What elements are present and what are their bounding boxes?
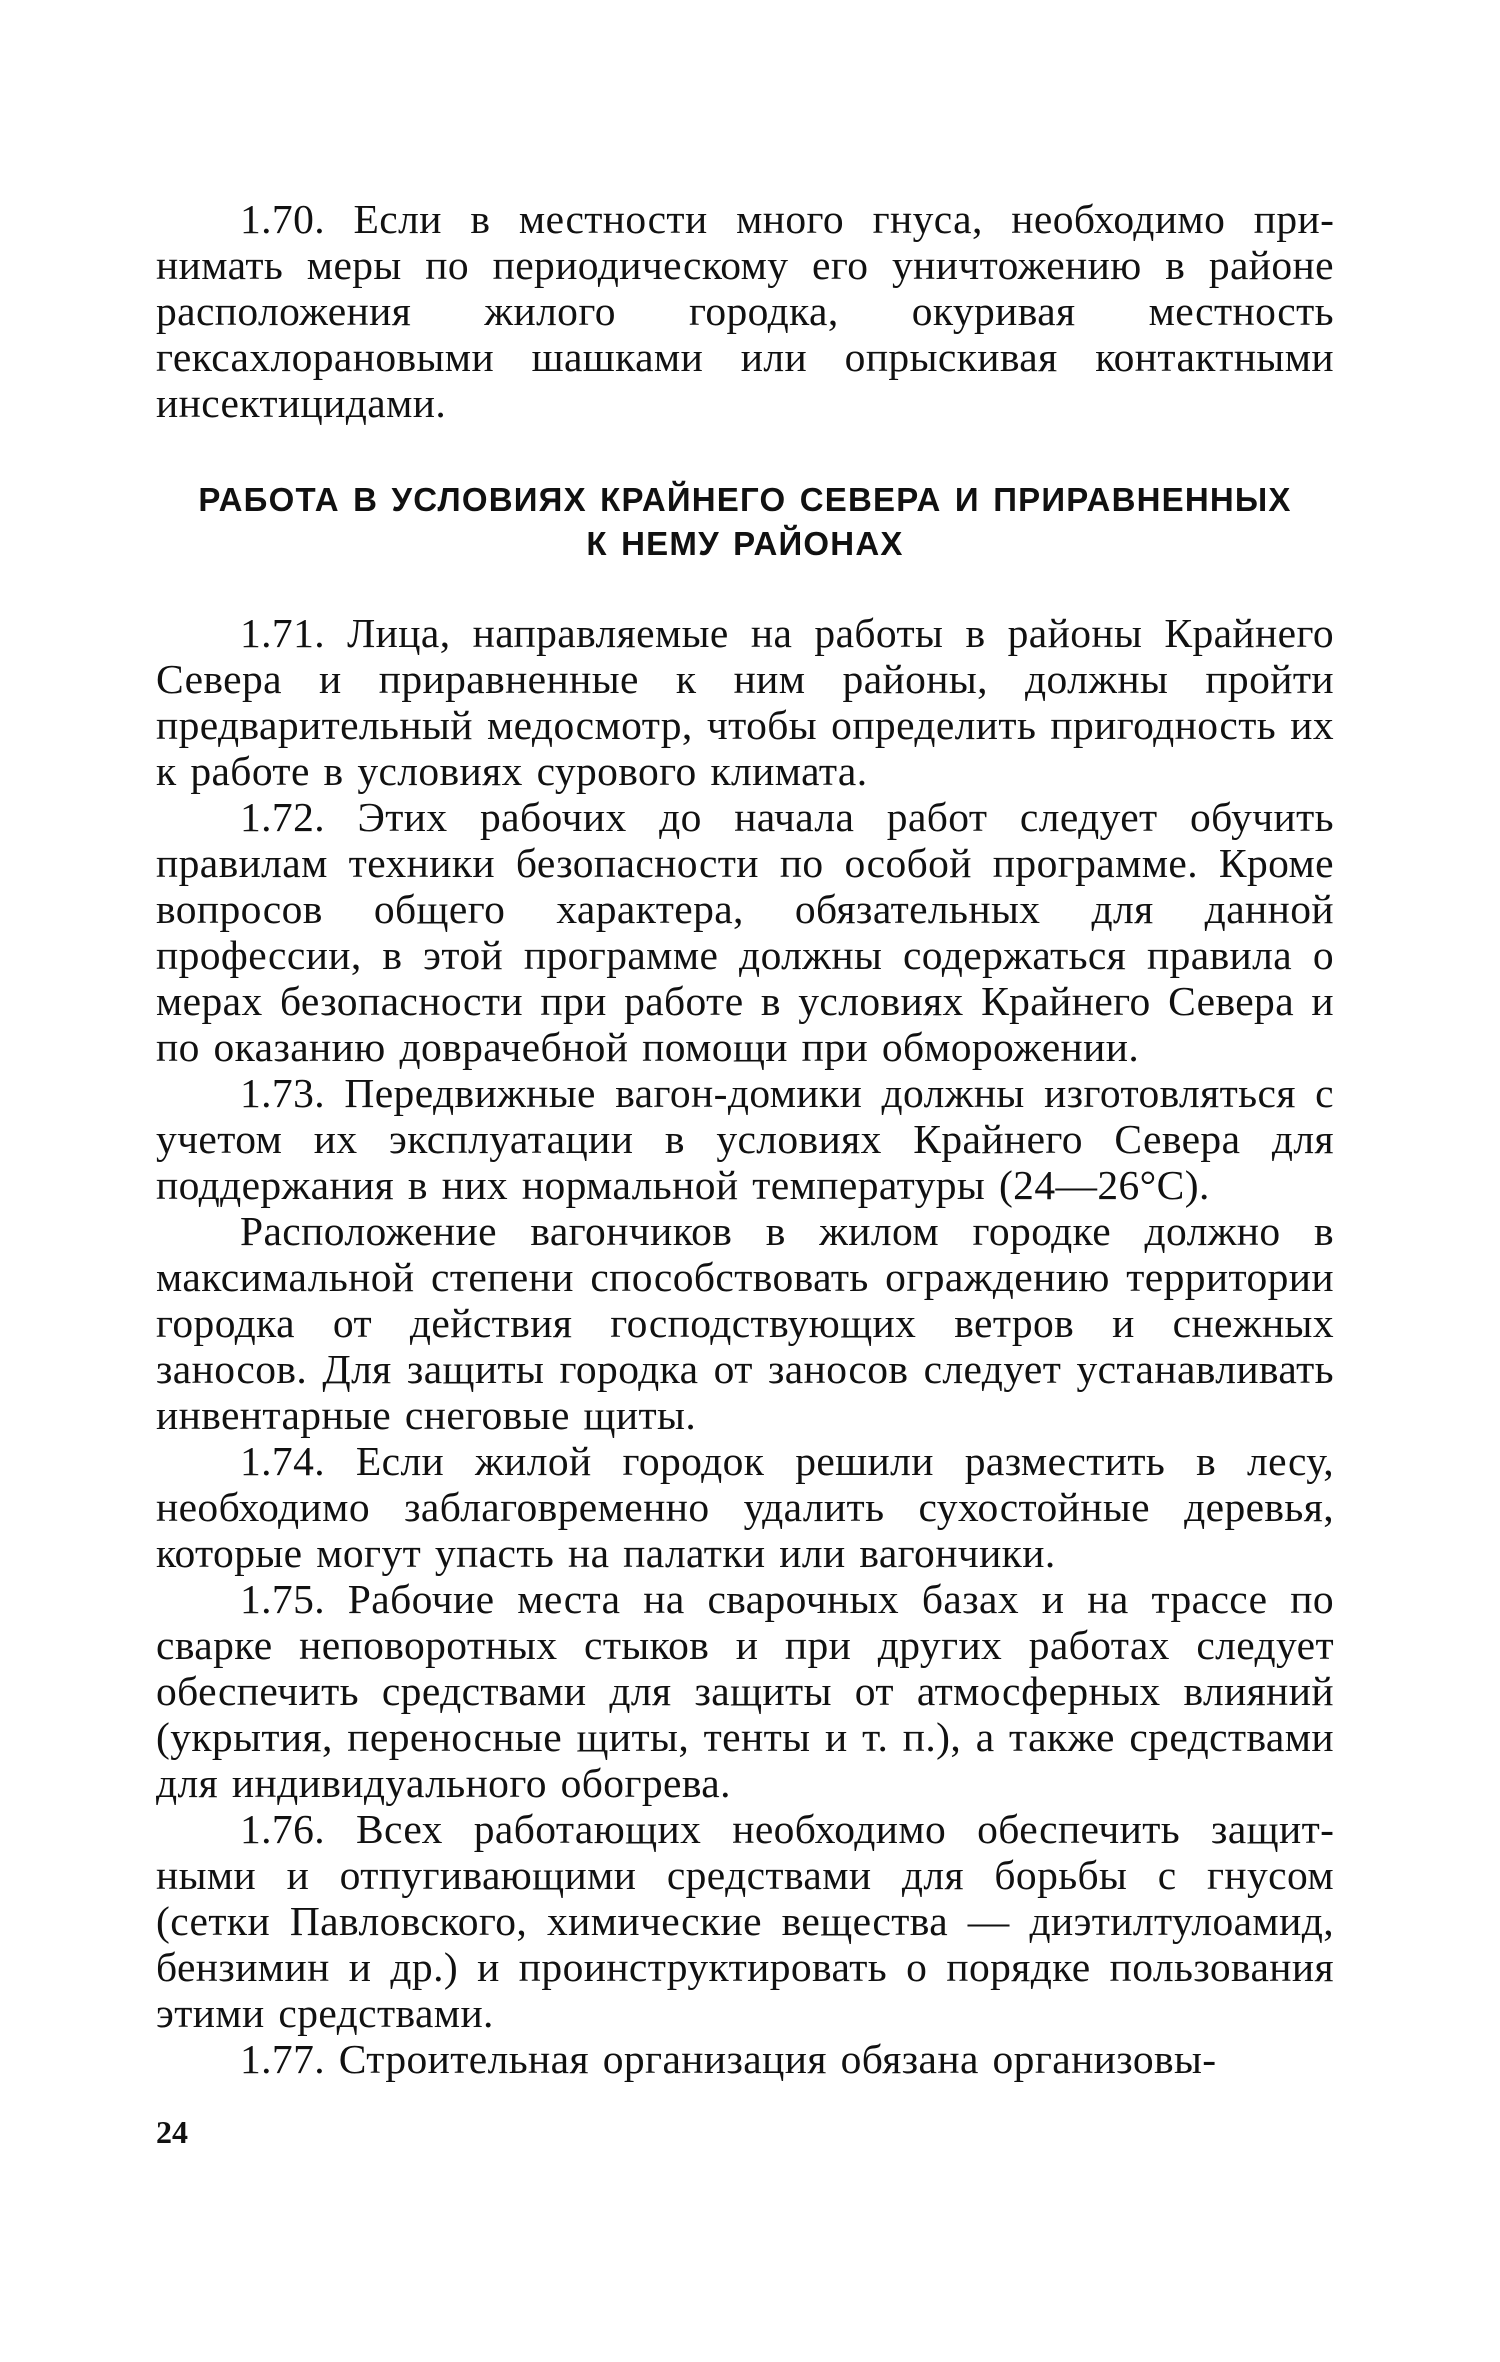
paragraph-1-74: 1.74. Если жилой городок решили разместить в лесу, необходимо заблаговременно удалить сухостойные деревья, которые могут упасть на палатки или вагончики. xyxy=(156,1438,1334,1576)
paragraph-1-73-continued: Расположение вагончиков в жилом городке должно в максимальной степени способствовать ограждению территории городка от действия господствующих ветров и снежных заносов. Для защиты городка от заносов следует устанавливать инвентарные снеговые щиты. xyxy=(156,1208,1334,1438)
page-body xyxy=(156,196,1334,2082)
paragraph-1-72: 1.72. Этих рабочих до начала работ следует обучить правилам техники безопасности по особой программе. Кроме вопросов общего характера, обязательных для данной профессии, в этой программе должны содержаться правила о мерах безопасности при работе в условиях Крайнего Севера и по оказанию доврачебной помощи при обморожении. xyxy=(156,794,1334,1070)
section-heading-line-1: РАБОТА В УСЛОВИЯХ КРАЙНЕГО СЕВЕРА И ПРИРАВНЕННЫХ xyxy=(198,481,1292,518)
section-heading xyxy=(156,478,1334,566)
paragraph-1-77: 1.77. Строительная организация обязана организовы- xyxy=(240,2036,1217,2082)
paragraph-1-71: 1.71. Лица, направляемые на работы в районы Крайнего Севера и приравненные к ним районы, должны пройти предварительный медосмотр, чтобы определить пригодность их к работе в условиях сурового климата. xyxy=(156,610,1334,794)
page-number: 24 xyxy=(156,2114,188,2150)
paragraph-1-76: 1.76. Всех работающих необходимо обеспечить защитными и отпугивающими средствами для борьбы с гнусом (сетки Павловского, химические вещества — диэтилтулоамид, бензимин и др.) и проинструктировать о порядке пользования этими средствами. xyxy=(156,1806,1334,2036)
paragraph-1-70: 1.70. Если в местности много гнуса, необходимо принимать меры по периодическому его уничтожению в районе расположения жилого городка, окуривая местность гексахлорановыми шашками или опрыскивая контактными инсектицидами. xyxy=(156,196,1334,426)
paragraph-1-75: 1.75. Рабочие места на сварочных базах и на трассе по сварке неповоротных стыков и при других работах следует обеспечить средствами для защиты от атмосферных влияний (укрытия, переносные щиты, тенты и т. п.), а также средствами для индивидуального обогрева. xyxy=(156,1576,1334,1806)
section-heading-line-2: К НЕМУ РАЙОНАХ xyxy=(586,525,904,562)
paragraph-1-73: 1.73. Передвижные вагон-домики должны изготовляться с учетом их эксплуатации в условиях Крайнего Севера для поддержания в них нормальной температуры (24—26°С). xyxy=(156,1070,1334,1208)
